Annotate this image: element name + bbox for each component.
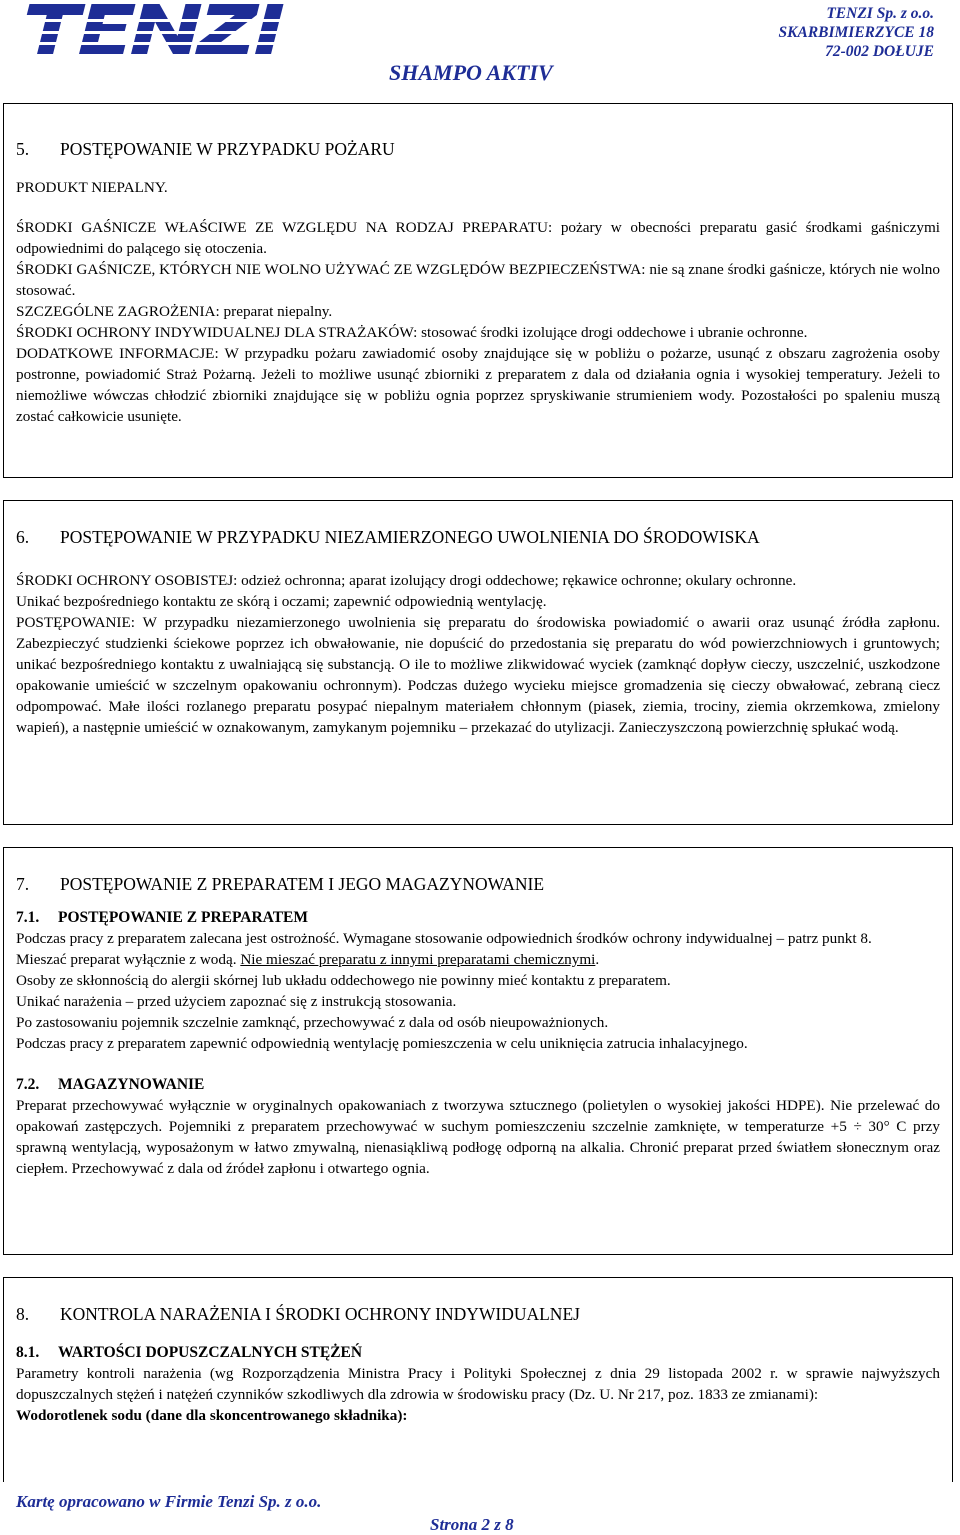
paragraph: Mieszać preparat wyłącznie z wodą. Nie mieszać preparatu z innymi preparatami chemicznymi. xyxy=(16,951,600,968)
paragraph: Unikać bezpośredniego kontaktu ze skórą i oczami; zapewnić odpowiednią wentylację. xyxy=(16,593,547,610)
tenzi-logo xyxy=(8,2,313,65)
paragraph: ŚRODKI GAŚNICZE WŁAŚCIWE ZE WZGLĘDU NA RODZAJ PREPARATU: pożary w obecności preparatu gasić środkami gaśniczymi odpowiednimi do palącego się otoczenia. xyxy=(16,219,940,257)
paragraph: ŚRODKI GAŚNICZE, KTÓRYCH NIE WOLNO UŻYWAĆ ZE WZGLĘDÓW BEZPIECZEŃSTWA: nie są znane środki gaśnicze, których nie wolno stosować. xyxy=(16,261,940,299)
paragraph-bold: Wodorotlenek sodu (dane dla skoncentrowanego składnika): xyxy=(16,1407,408,1424)
subsection-heading: 7.2. MAGAZYNOWANIE xyxy=(16,1076,205,1093)
footer-credit: Kartę opracowano w Firmie Tenzi Sp. z o.o. xyxy=(16,1492,322,1511)
paragraph: ŚRODKI OCHRONY OSOBISTEJ: odzież ochronna; aparat izolujący drogi oddechowe; rękawice ochronne; okulary ochronne. xyxy=(16,572,797,589)
paragraph: PRODUKT NIEPALNY. xyxy=(16,179,168,196)
paragraph: DODATKOWE INFORMACJE: W przypadku pożaru zawiadomić osoby znajdujące się w pobliżu o pożarze, usunąć z obszaru zagrożenia osoby postronne, powiadomić Straż Pożarną. Jeżeli to możliwe usunąć zbiorniki z preparatem z dala od działania ognia i wysokiej temperatury. Jeżeli to niemożliwe wówczas chłodzić zbiorniki znajdujące się w pobliżu ognia poprzez spryskiwanie strumieniem wody. Pozostałości po spaleniu muszą zostać całkowicie usunięte. xyxy=(16,345,941,425)
product-name: SHAMPO AKTIV xyxy=(389,60,553,85)
paragraph: Podczas pracy z preparatem zalecana jest ostrożność. Wymagane stosowanie odpowiednich środków ochrony indywidualnej – patrz punkt 8. xyxy=(16,930,872,947)
paragraph: Osoby ze skłonnością do alergii skórnej lub układu oddechowego nie powinny mieć kontaktu z preparatem. xyxy=(16,972,671,989)
section-heading: 6. POSTĘPOWANIE W PRZYPADKU NIEZAMIERZONEGO UWOLNIENIA DO ŚRODOWISKA xyxy=(16,527,760,547)
logo-icon xyxy=(8,2,313,60)
section-heading: 7. POSTĘPOWANIE Z PREPARATEM I JEGO MAGAZYNOWANIE xyxy=(16,874,545,894)
page-header xyxy=(0,0,960,100)
paragraph: POSTĘPOWANIE: W przypadku niezamierzonego uwolnienia się preparatu do środowiska powiadomić o awarii oraz usunąć źródła zapłonu. Zabezpieczyć studzienki ściekowe poprzez ich obwałowanie, nie dopuścić do przedostania się preparatu do wód powierzchniowych i gruntowych; unikać bezpośredniego kontaktu z uwalniającą się substancją. O ile to możliwe zlikwidować wyciek (zamknąć dopływ cieczy, uszczelnić, uszkodzone opakowanie umieścić w szczelnym opakowaniu ochronnym). Podczas dużego wycieku miejsce gromadzenia się cieczy obwałować, zebraną ciecz odpompować. Małe ilości rozlanego preparatu posypać niepalnym materiałem chłonnym (piasek, ziemia, trociny, ziemia okrzemkowa, zmielony wapień), a następnie umieścić w oznakowanym, zamykanym pojemniku – przekazać do utylizacji. Zanieczyszczoną powierzchnię spłukać wodą. xyxy=(16,614,940,736)
page-number: Strona 2 z 8 xyxy=(430,1515,514,1534)
section-7 xyxy=(3,847,953,1255)
paragraph: Preparat przechowywać wyłącznie w oryginalnych opakowaniach z tworzywa sztucznego (polietylen o wysokiej jakości HDPE). Nie przelewać do opakowań zastępczych. Pojemniki z preparatem przechowywać w suchym pomieszczeniu szczelnie zamknięte, w temperaturze +5 ÷ 30° C przy sprawną wentylacją, wyposażonym w łatwo zmywalną, nienasiąkliwą podłogę odporną na alkalia. Chronić preparat przed światłem słonecznym oraz ciepłem. Przechowywać z dala od źródeł zapłonu i otwartego ognia. xyxy=(16,1097,940,1177)
company-street: SKARBIMIERZYCE 18 xyxy=(778,24,934,41)
paragraph: ŚRODKI OCHRONY INDYWIDUALNEJ DLA STRAŻAKÓW: stosować środki izolujące drogi oddechowe i ubranie ochronne. xyxy=(16,324,808,341)
subsection-heading: 7.1. POSTĘPOWANIE Z PREPARATEM xyxy=(16,909,309,926)
paragraph: SZCZEGÓLNE ZAGROŻENIA: preparat niepalny. xyxy=(16,303,333,320)
section-heading: 8. KONTROLA NARAŻENIA I ŚRODKI OCHRONY INDYWIDUALNEJ xyxy=(16,1304,580,1324)
paragraph: Parametry kontroli narażenia (wg Rozporządzenia Ministra Pracy i Polityki Społecznej z dnia 29 listopada 2002 r. w sprawie najwyższych dopuszczalnych stężeń i natężeń czynników szkodliwych dla zdrowia w środowisku pracy (Dz. U. Nr 217, poz. 1833 ze zmianami): xyxy=(16,1365,940,1403)
company-city: 72-002 DOŁUJE xyxy=(825,43,934,60)
company-address xyxy=(779,4,934,61)
section-heading: 5. POSTĘPOWANIE W PRZYPADKU POŻARU xyxy=(16,139,395,159)
section-8 xyxy=(3,1277,953,1482)
paragraph: Po zastosowaniu pojemnik szczelnie zamknąć, przechowywać z dala od osób nieupoważnionych. xyxy=(16,1014,609,1031)
underlined-text: Nie mieszać preparatu z innymi preparatami chemicznymi xyxy=(240,951,596,968)
section-6 xyxy=(3,500,953,825)
paragraph: Podczas pracy z preparatem zapewnić odpowiednią wentylację pomieszczenia w celu uniknięcia zatrucia inhalacyjnego. xyxy=(16,1035,748,1052)
subsection-heading: 8.1. WARTOŚCI DOPUSZCZALNYCH STĘŻEŃ xyxy=(16,1344,363,1361)
paragraph: Unikać narażenia – przed użyciem zapoznać się z instrukcją stosowania. xyxy=(16,993,457,1010)
section-5 xyxy=(3,103,953,478)
company-name: TENZI Sp. z o.o. xyxy=(826,5,934,22)
